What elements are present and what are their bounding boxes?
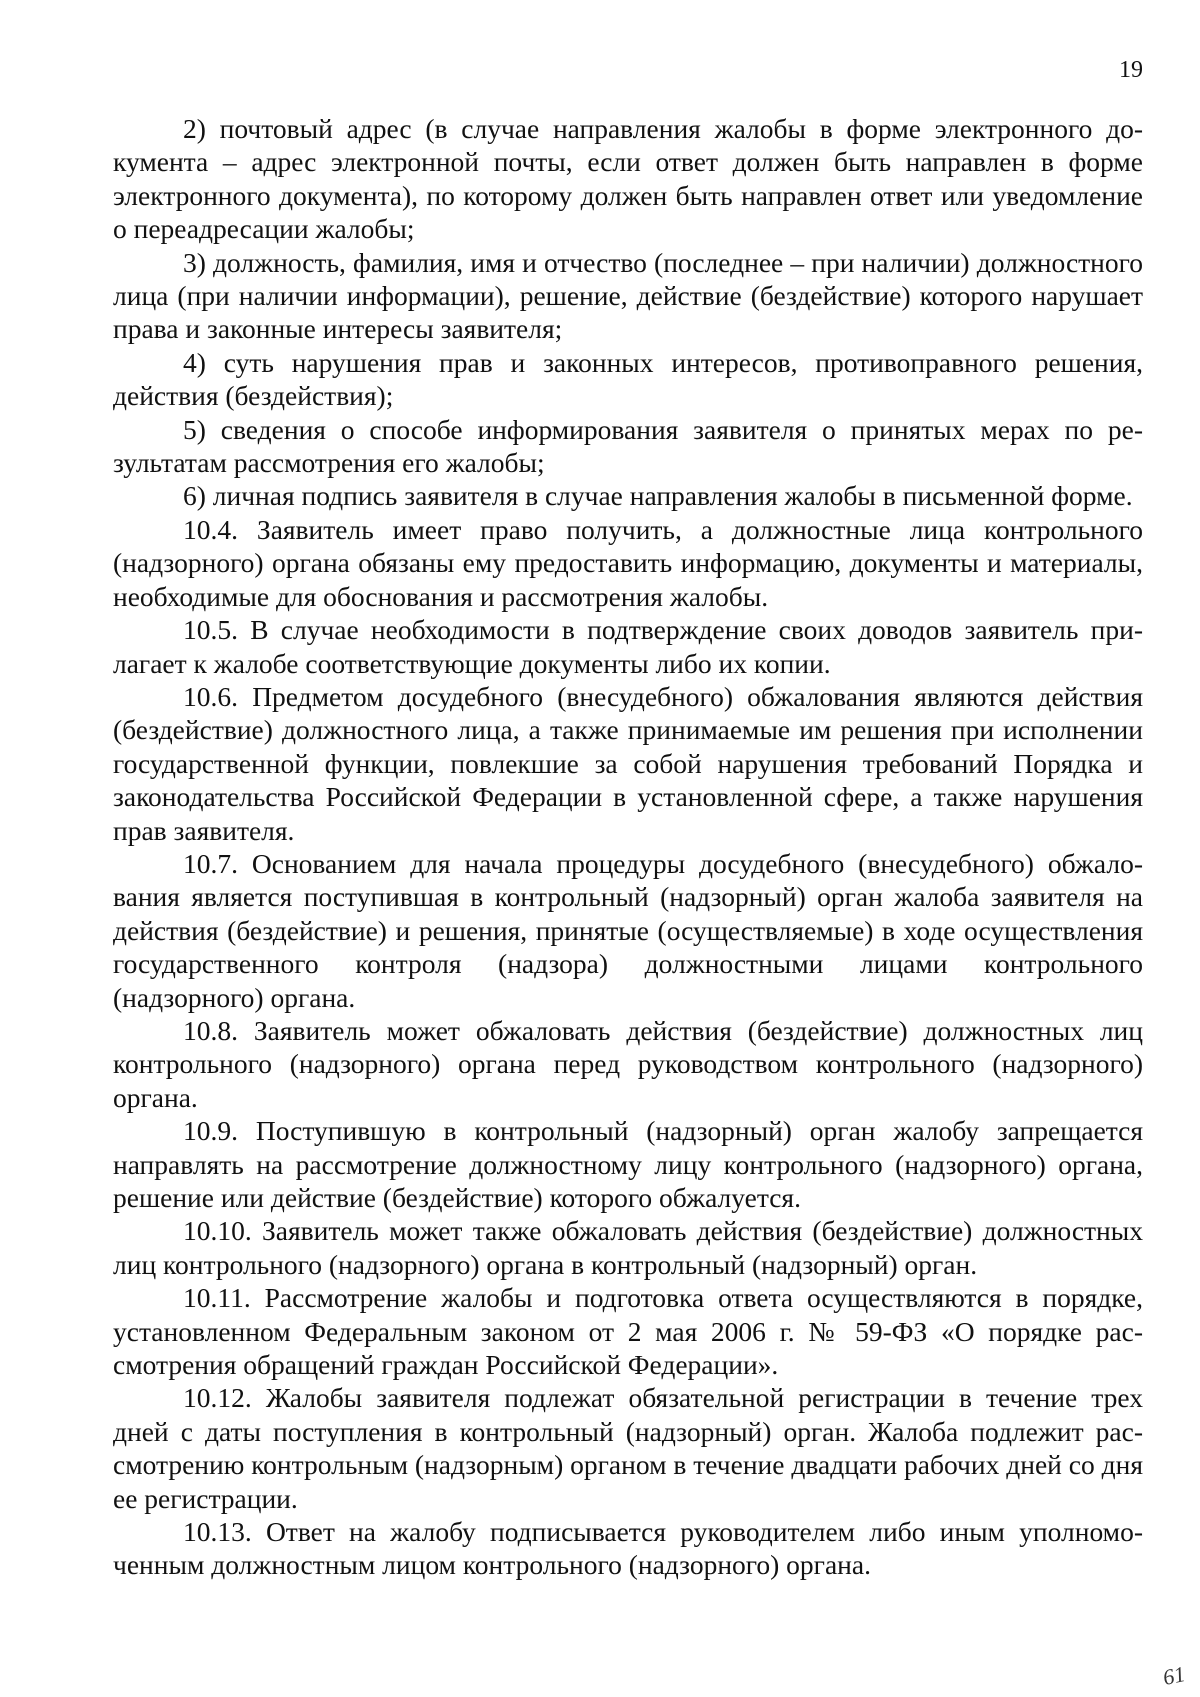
paragraph-10-6: 10.6. Предметом досудебного (внесудебного) обжалования являются действия (бездействие) должностного лица, а также принимаемые им решения при исполнении государственной функции, повлекшие за собой нарушения требований Порядка и законодательства Российской Федерации в установленной сфере, а также нарушения прав заявителя. (113, 680, 1143, 846)
paragraph-10-5: 10.5. В случае необходимости в подтверждение своих доводов заявитель прилагает к жалобе соответствующие документы либо их копии. (113, 614, 1143, 679)
handwritten-corner-mark: 61 (1160, 1660, 1188, 1691)
paragraph-10-9: 10.9. Поступившую в контрольный (надзорный) орган жалобу запрещается направлять на рассмотрение должностному лицу контрольного (надзорного) органа, решение или действие (бездействие) которого обжалуется. (113, 1115, 1143, 1213)
paragraph-10-13: 10.13. Ответ на жалобу подписывается руководителем либо иным уполномоченным должностным лицом контрольного (надзорного) органа. (113, 1516, 1143, 1581)
page-number: 19 (1119, 57, 1143, 83)
paragraph-item-4-violation-essence: 4) суть нарушения прав и законных интересов, противоправного решения, действия (бездействия); (113, 346, 1143, 412)
paragraph-10-12: 10.12. Жалобы заявителя подлежат обязательной регистрации в течение трех дней с даты поступления в контрольный (надзорный) орган. Жалоба подлежит рассмотрению контрольным (надзорным) органом в течение двадцати рабочих дней со дня ее регистрации. (113, 1382, 1143, 1514)
paragraph-10-7: 10.7. Основанием для начала процедуры досудебного (внесудебного) обжалования является поступившая в контрольный (надзорный) орган жалоба заявителя на действия (бездействие) и решения, принятые (осуществляемые) в ходе осуществления государственного контроля (надзора) должностными лицами контрольного (надзорного) органа. (113, 847, 1143, 1013)
document-body (113, 112, 1143, 1582)
paragraph-10-11: 10.11. Рассмотрение жалобы и подготовка ответа осуществляются в порядке, установленном Федеральным законом от 2 мая 2006 г. № 59-ФЗ «О порядке рассмотрения обращений граждан Российской Федерации». (113, 1282, 1143, 1381)
paragraph-10-10: 10.10. Заявитель может также обжаловать действия (бездействие) должностных лиц контрольного (надзорного) органа в контрольный (надзорный) орган. (113, 1215, 1143, 1280)
paragraph-10-4: 10.4. Заявитель имеет право получить, а должностные лица контрольного (надзорного) органа обязаны ему предоставить информацию, документы и материалы, необходимые для обоснования и рассмотрения жалобы. (113, 513, 1143, 612)
paragraph-item-5-notification-method: 5) сведения о способе информирования заявителя о принятых мерах по результатам рассмотрения его жалобы; (113, 413, 1143, 479)
paragraph-item-6-signature: 6) личная подпись заявителя в случае направления жалобы в письменной форме. (183, 480, 1133, 512)
paragraph-item-2-postal-address: 2) почтовый адрес (в случае направления жалобы в форме электронного документа – адрес электронной почты, если ответ должен быть направлен в форме электронного документа), по которому должен быть направлен ответ или уведомление о переадресации жалобы; (113, 113, 1143, 245)
paragraph-item-3-official-name: 3) должность, фамилия, имя и отчество (последнее – при наличии) должностного лица (при наличии информации), решение, действие (бездействие) которого нарушает права и законные интересы заявителя; (113, 246, 1143, 345)
paragraph-10-8: 10.8. Заявитель может обжаловать действия (бездействие) должностных лиц контрольного (надзорного) органа перед руководством контрольного (надзорного) органа. (113, 1014, 1143, 1113)
